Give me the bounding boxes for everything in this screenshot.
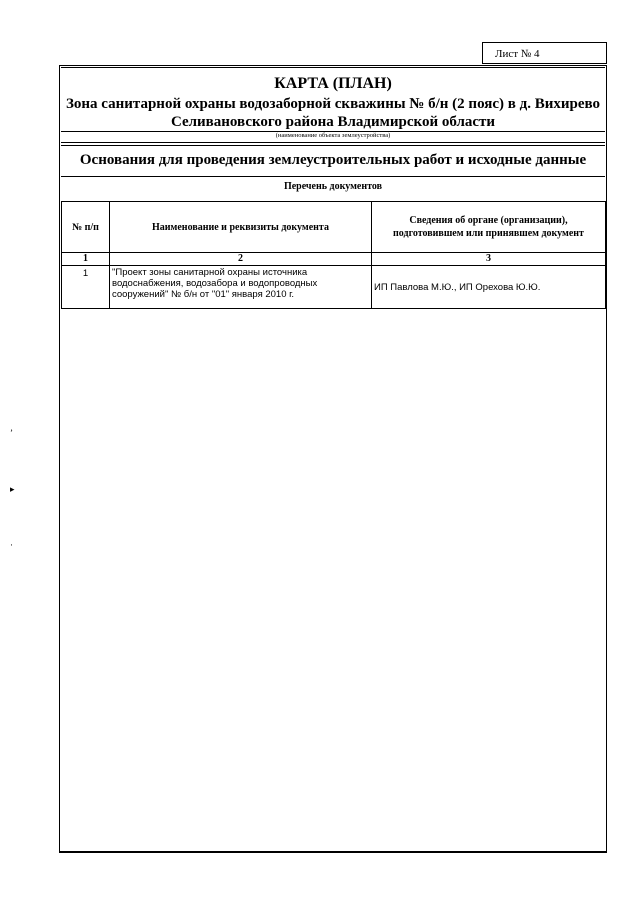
row-number: 1 <box>62 266 110 309</box>
caption-bottom-rule <box>61 142 605 143</box>
documents-list-title: Перечень документов <box>283 181 383 192</box>
header-number: № п/п <box>62 202 110 253</box>
object-name-line-1: Зона санитарной охраны водозаборной скважины № б/н (2 пояс) в д. Вихирево <box>65 96 601 112</box>
sheet-number-box: Лист № 4 <box>482 42 607 64</box>
column-numbers-row <box>62 253 606 266</box>
table-header-row <box>62 202 606 253</box>
documents-table <box>61 201 606 309</box>
header-organ: Сведения об органе (организации), подготовившем или принявшем документ <box>372 202 606 253</box>
object-name-line-2: Селивановского района Владимирской области <box>170 114 496 130</box>
column-number-3: 3 <box>372 253 606 266</box>
column-number-1: 1 <box>62 253 110 266</box>
section-title: Основания для проведения землеустроительных работ и исходные данные <box>79 152 587 168</box>
section-bottom-rule <box>61 176 605 177</box>
margin-mark-1: ʼ <box>10 428 13 438</box>
row-organ: ИП Павлова М.Ю., ИП Орехова Ю.Ю. <box>372 266 606 309</box>
document-title: КАРТА (ПЛАН) <box>274 75 392 92</box>
margin-mark-2: ▸ <box>10 484 15 494</box>
row-document: "Проект зоны санитарной охраны источника водоснабжения, водозабора и водопроводных сооружений" № б/н от "01" января 2010 г. <box>110 266 372 309</box>
header-document: Наименование и реквизиты документа <box>110 202 372 253</box>
object-caption: (наименование объекта землеустройства) <box>275 132 391 139</box>
margin-mark-3: · <box>10 540 13 550</box>
frame-top-rule <box>61 67 605 68</box>
table-row <box>62 266 606 309</box>
section-top-rule <box>61 145 605 146</box>
column-number-2: 2 <box>110 253 372 266</box>
